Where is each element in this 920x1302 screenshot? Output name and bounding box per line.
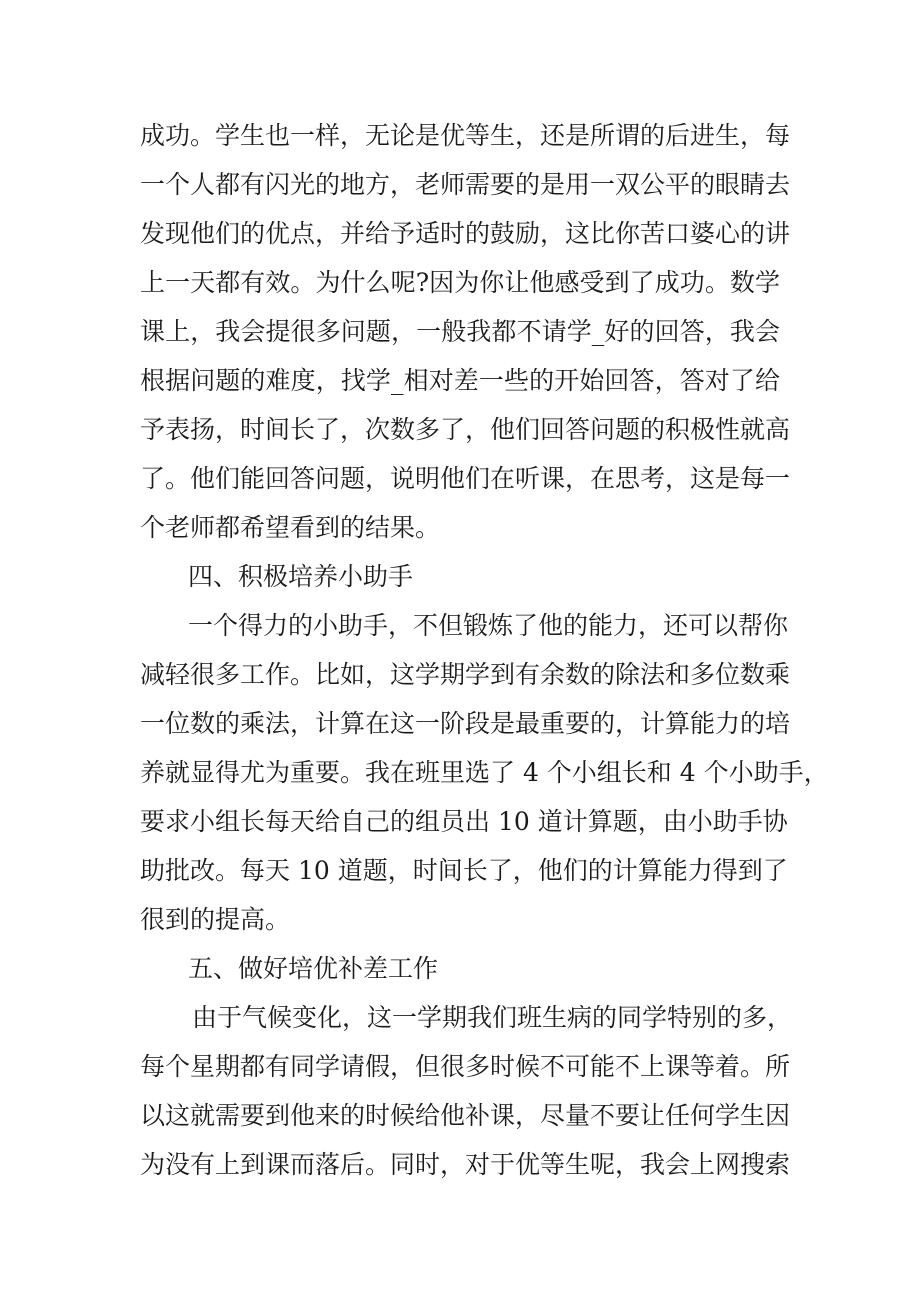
paragraph-line: 一个人都有闪光的地方，老师需要的是用一双公平的眼睛去 (140, 170, 791, 199)
paragraph-line: 发现他们的优点，并给予适时的鼓励，这比你苦口婆心的讲 (140, 219, 791, 248)
paragraph-line: 课上，我会提很多问题，一般我都不请学_好的回答，我会 (140, 317, 780, 346)
section-heading-4: 四、积极培养小助手 (188, 562, 414, 591)
paragraph-line: 减轻很多工作。比如，这学期学到有余数的除法和多位数乘 (140, 660, 791, 689)
paragraph-line: 根据问题的难度，找学_相对差一些的开始回答，答对了给 (140, 366, 780, 395)
paragraph-line: 一位数的乘法，计算在这一阶段是最重要的，计算能力的培 (140, 709, 791, 738)
paragraph-line: 要求小组长每天给自己的组员出 10 道计算题，由小助手协 (140, 807, 788, 836)
paragraph-line: 每个星期都有同学请假，但很多时候不可能不上课等着。所 (140, 1052, 791, 1081)
paragraph-line: 一个得力的小助手，不但锻炼了他的能力，还可以帮你 (188, 611, 789, 640)
paragraph-line: 养就显得尤为重要。我在班里选了 4 个小组长和 4 个小助手， (140, 758, 829, 787)
paragraph-line: 个老师都希望看到的结果。 (140, 513, 441, 542)
paragraph-line: 由于气候变化，这一学期我们班生病的同学特别的多， (192, 1003, 793, 1032)
paragraph-line: 为没有上到课而落后。同时，对于优等生呢，我会上网搜索 (140, 1150, 791, 1179)
paragraph-line: 以这就需要到他来的时候给他补课，尽量不要让任何学生因 (140, 1101, 791, 1130)
paragraph-line: 上一天都有效。为什么呢?因为你让他感受到了成功。数学 (140, 268, 780, 297)
paragraph-line: 予表扬，时间长了，次数多了，他们回答问题的积极性就高 (140, 415, 791, 444)
paragraph-line: 助批改。每天 10 道题，时间长了，他们的计算能力得到了 (140, 856, 788, 885)
section-heading-5: 五、做好培优补差工作 (188, 954, 439, 983)
paragraph-line: 了。他们能回答问题，说明他们在听课，在思考，这是每一 (140, 464, 791, 493)
paragraph-line: 很到的提高。 (140, 905, 291, 934)
paragraph-line: 成功。学生也一样，无论是优等生，还是所谓的后进生，每 (140, 121, 791, 150)
